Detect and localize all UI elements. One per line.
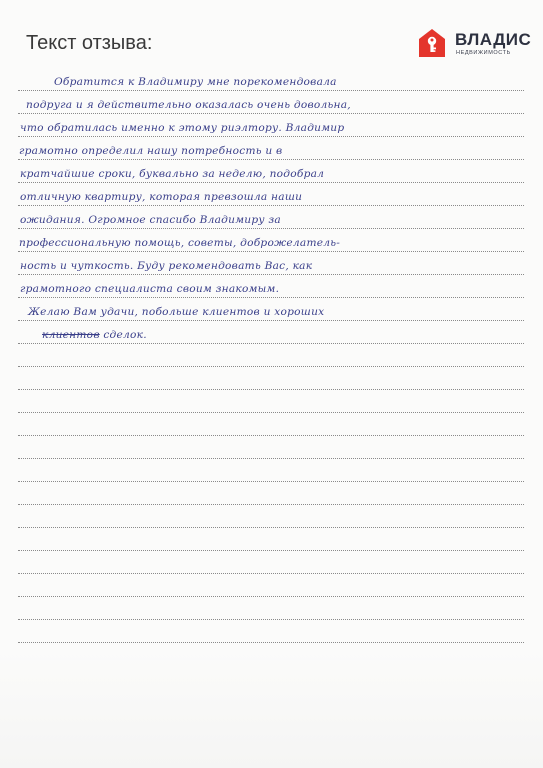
struck-word: клиентов — [42, 329, 100, 341]
handwritten-line-last — [18, 328, 543, 342]
handwritten-line: ожидания. Огромное спасибо Владимиру за — [20, 214, 281, 226]
handwritten-line: подруга и я действительно оказалась очень довольна, — [26, 99, 351, 111]
handwritten-line: Желаю Вам удачи, побольше клиентов и хороших — [28, 306, 325, 318]
page-bottom — [0, 650, 543, 768]
handwritten-word: сделок. — [99, 329, 147, 341]
handwritten-line: ность и чуткость. Буду рекомендовать Вас, как — [20, 260, 313, 272]
page-title: Текст отзыва: — [26, 32, 153, 54]
handwritten-line: что обратилась именно к этому риэлтору. Владимир — [20, 122, 345, 134]
handwritten-line: отличную квартиру, которая превзошла наши — [20, 191, 303, 203]
logo-subtitle: НЕДВИЖИМОСТЬ — [456, 50, 511, 56]
handwritten-line: профессиональную помощь, советы, доброжелатель- — [19, 237, 341, 249]
handwritten-line: грамотно определил нашу потребность и в — [19, 145, 283, 157]
handwritten-line: кратчайшие сроки, буквально за неделю, подобрал — [20, 168, 325, 180]
logo-name: ВЛАДИС — [455, 30, 532, 49]
handwritten-line: грамотного специалиста своим знакомым. — [20, 283, 280, 295]
handwritten-line: Обратится к Владимиру мне порекомендовала — [54, 76, 337, 88]
